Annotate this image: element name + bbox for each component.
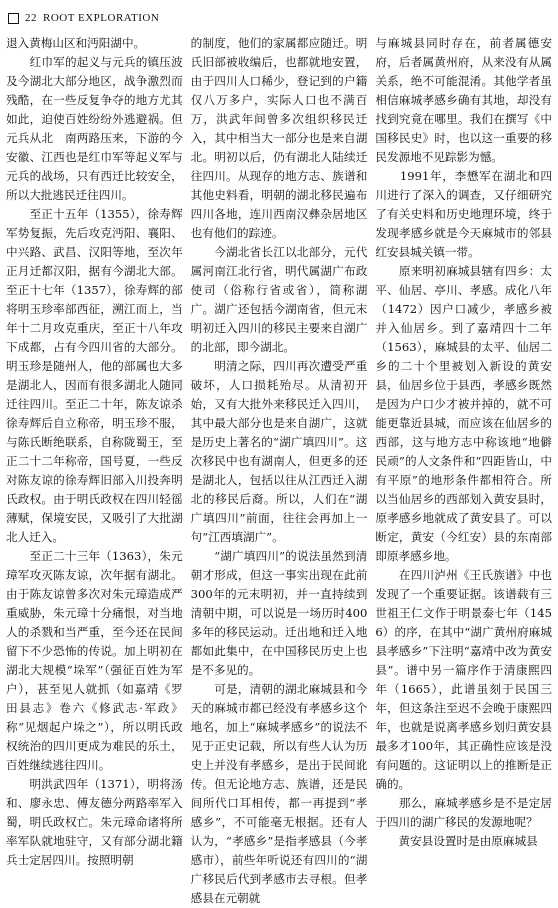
paragraph: 今湖北省长江以北部分，元代属河南江北行省，明代属湖广布政使司（俗称行省或省），简称湖广。湖广还包括今湖南省，但元末明初迁入四川的移民主要来自湖广的北部，即今湖北。 bbox=[190, 245, 368, 354]
running-header bbox=[8, 8, 159, 28]
paragraph: 原来明初麻城县辖有四乡：太平、仙居、亭川、孝感。成化八年（1472）因户口减少，孝感乡被并入仙居乡。到了嘉靖四十二年（1563），麻城县的太平、仙居二乡的二十个里被划入新设的黄安县，仙居乡位于县西，孝感乡既然是因为户口少才被并掉的，就不可能更靠近县城，而应该在仙居乡的西部，这与地方志中称该地“地僻民顽”的人文条件和“四距皆山，中有平原”的地形条件都相符合。所以当仙居乡的西部划入黄安县时，原孝感乡地就成了黄安县了。可以断定，黄安（今红安）县的东南部即原孝感乡地。 bbox=[375, 264, 553, 563]
text-column-2 bbox=[190, 34, 368, 905]
paragraph: 与麻城县同时存在，前者属德安府，后者属黄州府，从来没有从属关系，绝不可能混淆。其他学者虽相信麻城孝感乡确有其地，却没有找到究竟在哪里。我们在撰写《中国移民史》时，也以这一重要的移民发源地不见踪影为憾。 bbox=[375, 36, 553, 164]
paragraph: 可是，清朝的湖北麻城县和今天的麻城市都已经没有孝感乡这个地名，加上“麻城孝感乡”的说法不见于正史记载，所以有些人认为历史上并没有孝感乡，是出于民间讹传。但无论地方志、族谱，还是民间所代口耳相传，都一再提到“孝感乡”，不可能毫无根据。还有人认为，“孝感乡”是指孝感县（今孝感市），前些年听说还有四川的“湖广移民后代到孝感市去寻根。但孝感县在元朝就 bbox=[190, 682, 368, 905]
paragraph: 红巾军的起义与元兵的镇压波及今湖北大部分地区，战争激烈而残酷，在一些反复争夺的地方尤其如此，迫使百姓纷纷外逃避祸。但元兵从北 南两路压来，下游的今安徽、江西也是红巾军等起义军与元兵的战场，只有西迁比较安全，所以大批逃民迁往四川。 bbox=[6, 55, 183, 202]
paragraph: 明清之际，四川再次遭受严重破坏，人口损耗殆尽。从清初开始，又有大批外来移民迁入四川，其中最大部分也是来自湖广，这就是历史上著名的“湖广填四川”。这次移民中也有湖南人，但更多的还是湖北人，包括以往从江西迁入湖北的移民后裔。所以，人们在“湖广填四川”前面，往往会再加上一句“江西填湖广”。 bbox=[190, 359, 368, 544]
paragraph: 明洪武四年（1371），明将汤和、廖永忠、傅友德分两路率军入蜀，明氏政权亡。朱元璋命诸将所率军队就地驻守，又有部分湖北籍兵士定居四川。按照明朝 bbox=[6, 777, 183, 867]
page-number: 22 bbox=[25, 12, 37, 24]
paragraph: 1991年，李懋军在湖北和四川进行了深入的调查，又仔细研究了有关史料和历史地理环境，终于发现孝感乡就是今天麻城市的邻县红安县城关镇一带。 bbox=[375, 169, 553, 259]
paragraph: “湖广填四川”的说法虽然到清朝才形成，但这一事实出现在此前300年的元末明初，并一直持续到清朝中期，可以说是一场历时400多年的移民运动。迁出地和迁入地都如此集中，在中国移民历史上也是不多见的。 bbox=[190, 549, 368, 677]
paragraph: 至正十五年（1355），徐寿辉军势复振，先后攻克沔阳、襄阳、中兴路、武昌、汉阳等地，至次年正月迁都汉阳，据有今湖北大部。至正十七年（1357），徐寿辉的部将明玉珍率部西征，溯江而上，当年十二月攻克重庆，至正十八年攻下成都，占有今四川省的大部分。明玉珍是随州人，他的部属也大多是湖北人，因而有很多湖北人随同迁往四川。至正二十年，陈友谅杀徐寿辉后自立称帝，明玉珍不服，与陈氏断绝联系，自称陇蜀王，至正二十二年称帝，国号夏，一些反对陈友谅的徐寿辉旧部入川投奔明氏政权。由于明氏政权在四川轻徭薄赋，保境安民，又吸引了大批湖北人迁入。 bbox=[6, 207, 183, 544]
paragraph: 在四川泸州《王氏族谱》中也发现了一个重要证据。该谱载有三世祖王仁文作于明景泰七年（1456）的序，在其中“湖广黄州府麻城县孝感乡”下注明“嘉靖中改为黄安县”。谱中另一篇序作于清康熙四年（1665），此谱虽刻于民国三年，但这条注至迟不会晚于康熙四年，也就是说离孝感乡划归黄安县最多才100年，其正确性应该是没有问题的。这证明以上的推断是正确的。 bbox=[375, 568, 553, 791]
text-column-1 bbox=[6, 34, 183, 867]
paragraph: 至正二十三年（1363），朱元璋军攻灭陈友谅，次年据有湖北。由于陈友谅曾多次对朱元璋造成严重威胁，朱元璋十分痛恨，对当地人的杀戮和当严重，至今还在民间留下不少恐怖的传说。加上明初在湖北大规模“垛军”（强征百姓为军户），甚至见人就抓（如嘉靖《罗田县志》卷六《修武志·军政》称“见烟起户垛之”），所以明氏政权统治的四川更成为难民的乐土，百姓继续逃往四川。 bbox=[6, 549, 183, 772]
section-title: ROOT EXPLORATION bbox=[43, 12, 160, 24]
paragraph: 的制度，他们的家属都应随迁。明氏旧部被收编后，也都就地安置，由于四川人口稀少，登记到的户籍仅八万多户，实际人口也不满百万，洪武年间曾多次组织移民迁入，其中相当大一部分也是来自湖北。明初以后，仍有湖北人陆续迁往四川。从现存的地方志、族谱和其他史料看，明朝的湖北移民遍布四川各地，连川西南汉彝杂居地区也有他们的踪迹。 bbox=[190, 36, 368, 240]
article-body bbox=[6, 34, 553, 905]
paragraph: 那么，麻城孝感乡是不是定居于四川的湖广移民的发源地呢？ bbox=[375, 796, 553, 829]
paragraph: 退入黄梅山区和沔阳湖中。 bbox=[6, 36, 146, 50]
paragraph: 黄安县设置时是由原麻城县 bbox=[375, 834, 538, 848]
text-column-3 bbox=[375, 34, 553, 848]
header-square-icon bbox=[8, 13, 19, 24]
